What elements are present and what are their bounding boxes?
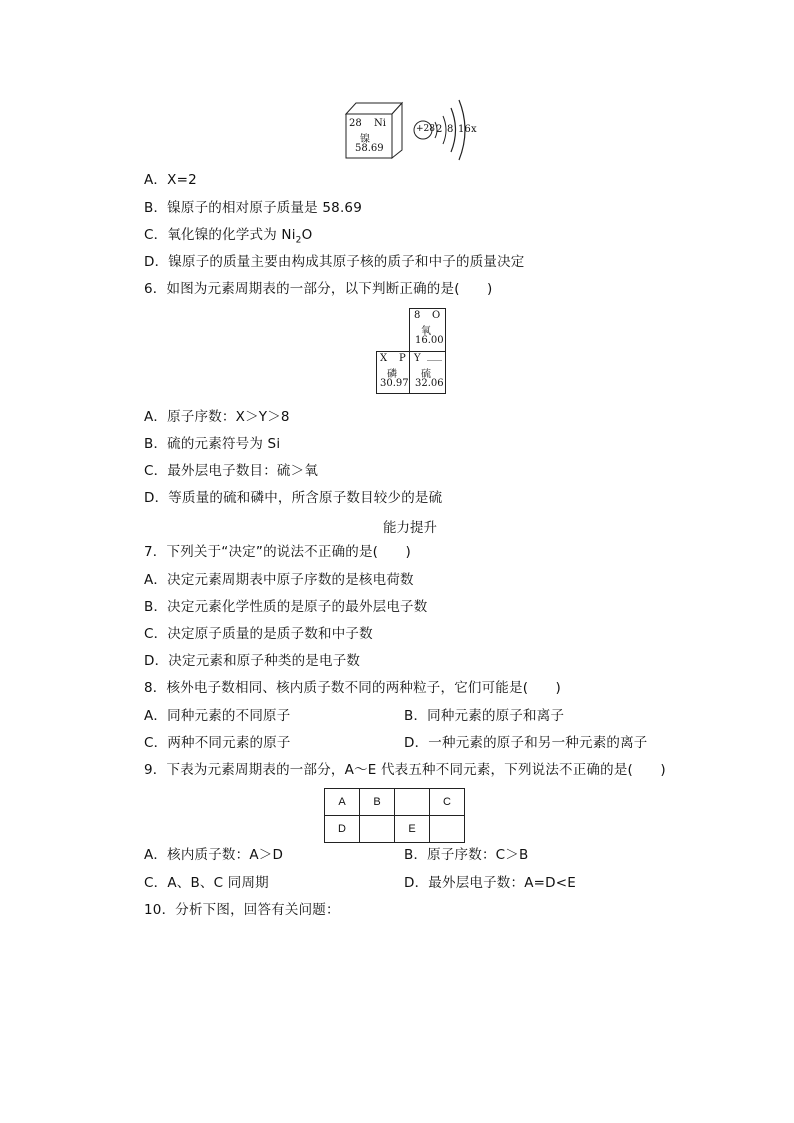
q6-option-d: D．等质量的硫和磷中，所含原子数目较少的是硫 (144, 490, 443, 506)
q9-stem: 9．下表为元素周期表的一部分，A～E 代表五种不同元素，下列说法不正确的是( ) (144, 762, 666, 778)
ni-name: 镍 (360, 134, 370, 145)
p-number: X (380, 353, 388, 364)
o-number: 8 (414, 310, 421, 321)
table-cell (360, 816, 395, 843)
q8-option-c: C．两种不同元素的原子 (144, 735, 291, 751)
q8-option-a: A．同种元素的不同原子 (144, 708, 291, 724)
o-symbol: O (432, 310, 441, 321)
p-symbol: P (399, 353, 406, 364)
q7-option-a: A．决定元素周期表中原子序数的是核电荷数 (144, 572, 414, 588)
o-name: 氧 (421, 326, 431, 337)
q6-option-a: A．原子序数：X＞Y＞8 (144, 409, 290, 425)
p-name: 磷 (387, 369, 397, 380)
s-name: 硫 (421, 369, 431, 380)
o-mass: 16.00 (415, 335, 444, 346)
q9-option-a: A．核内质子数：A＞D (144, 847, 284, 863)
q8-option-b: B．同种元素的原子和离子 (404, 708, 565, 724)
ni-shell-4: x (471, 124, 477, 135)
p-mass: 30.97 (380, 378, 409, 389)
q8-option-d: D．一种元素的原子和另一种元素的离子 (404, 735, 648, 751)
q9-option-b: B．原子序数：C＞B (404, 847, 529, 863)
q5-option-c: C．氧化镍的化学式为 $Ni_2O$ (144, 227, 313, 246)
table-row (325, 816, 465, 843)
table-cell: E (395, 816, 430, 843)
q6-stem: 6．如图为元素周期表的一部分，以下判断正确的是( ) (144, 281, 493, 297)
ni-shell-3: 16 (458, 124, 471, 135)
table-cell (430, 816, 465, 843)
q9-option-c: C．A、B、C 同周期 (144, 875, 269, 891)
section-title: 能力提升 (383, 520, 437, 536)
q10-stem: 10．分析下图，回答有关问题： (144, 902, 340, 918)
q6-option-b: B．硫的元素符号为 Si (144, 436, 281, 452)
q5-option-a: A．X=2 (144, 172, 197, 188)
q5-option-d: D．镍原子的质量主要由构成其原子核的质子和中子的质量决定 (144, 254, 525, 270)
ni-shell-1: 2 (436, 124, 443, 135)
s-mass: 32.06 (415, 378, 444, 389)
ni-mass: 58.69 (355, 143, 384, 154)
s-symbol-blank: ___ (427, 350, 442, 361)
ni-symbol: Ni (374, 118, 386, 129)
q9-periodic-table (324, 788, 465, 843)
q7-option-c: C．决定原子质量的是质子数和中子数 (144, 626, 373, 642)
q6-option-c: C．最外层电子数目：硫＞氧 (144, 463, 319, 479)
q5-option-b: B．镍原子的相对原子质量是 58.69 (144, 200, 363, 216)
q7-option-b: B．决定元素化学性质的是原子的最外层电子数 (144, 599, 428, 615)
table-cell: B (360, 789, 395, 816)
table-cell: C (430, 789, 465, 816)
q8-stem: 8．核外电子数相同、核内质子数不同的两种粒子，它们可能是( ) (144, 680, 562, 696)
table-row (325, 789, 465, 816)
table-cell (395, 789, 430, 816)
s-number: Y (414, 353, 421, 364)
ni-nucleus-charge: +28 (416, 124, 435, 134)
q7-stem: 7．下列关于“决定”的说法不正确的是( ) (144, 544, 412, 560)
q7-option-d: D．决定元素和原子种类的是电子数 (144, 653, 361, 669)
q9-option-d: D．最外层电子数：A=D<E (404, 875, 576, 891)
table-cell: A (325, 789, 360, 816)
ni-shell-2: 8 (447, 124, 454, 135)
table-cell: D (325, 816, 360, 843)
ni-atomic-number: 28 (349, 118, 362, 129)
